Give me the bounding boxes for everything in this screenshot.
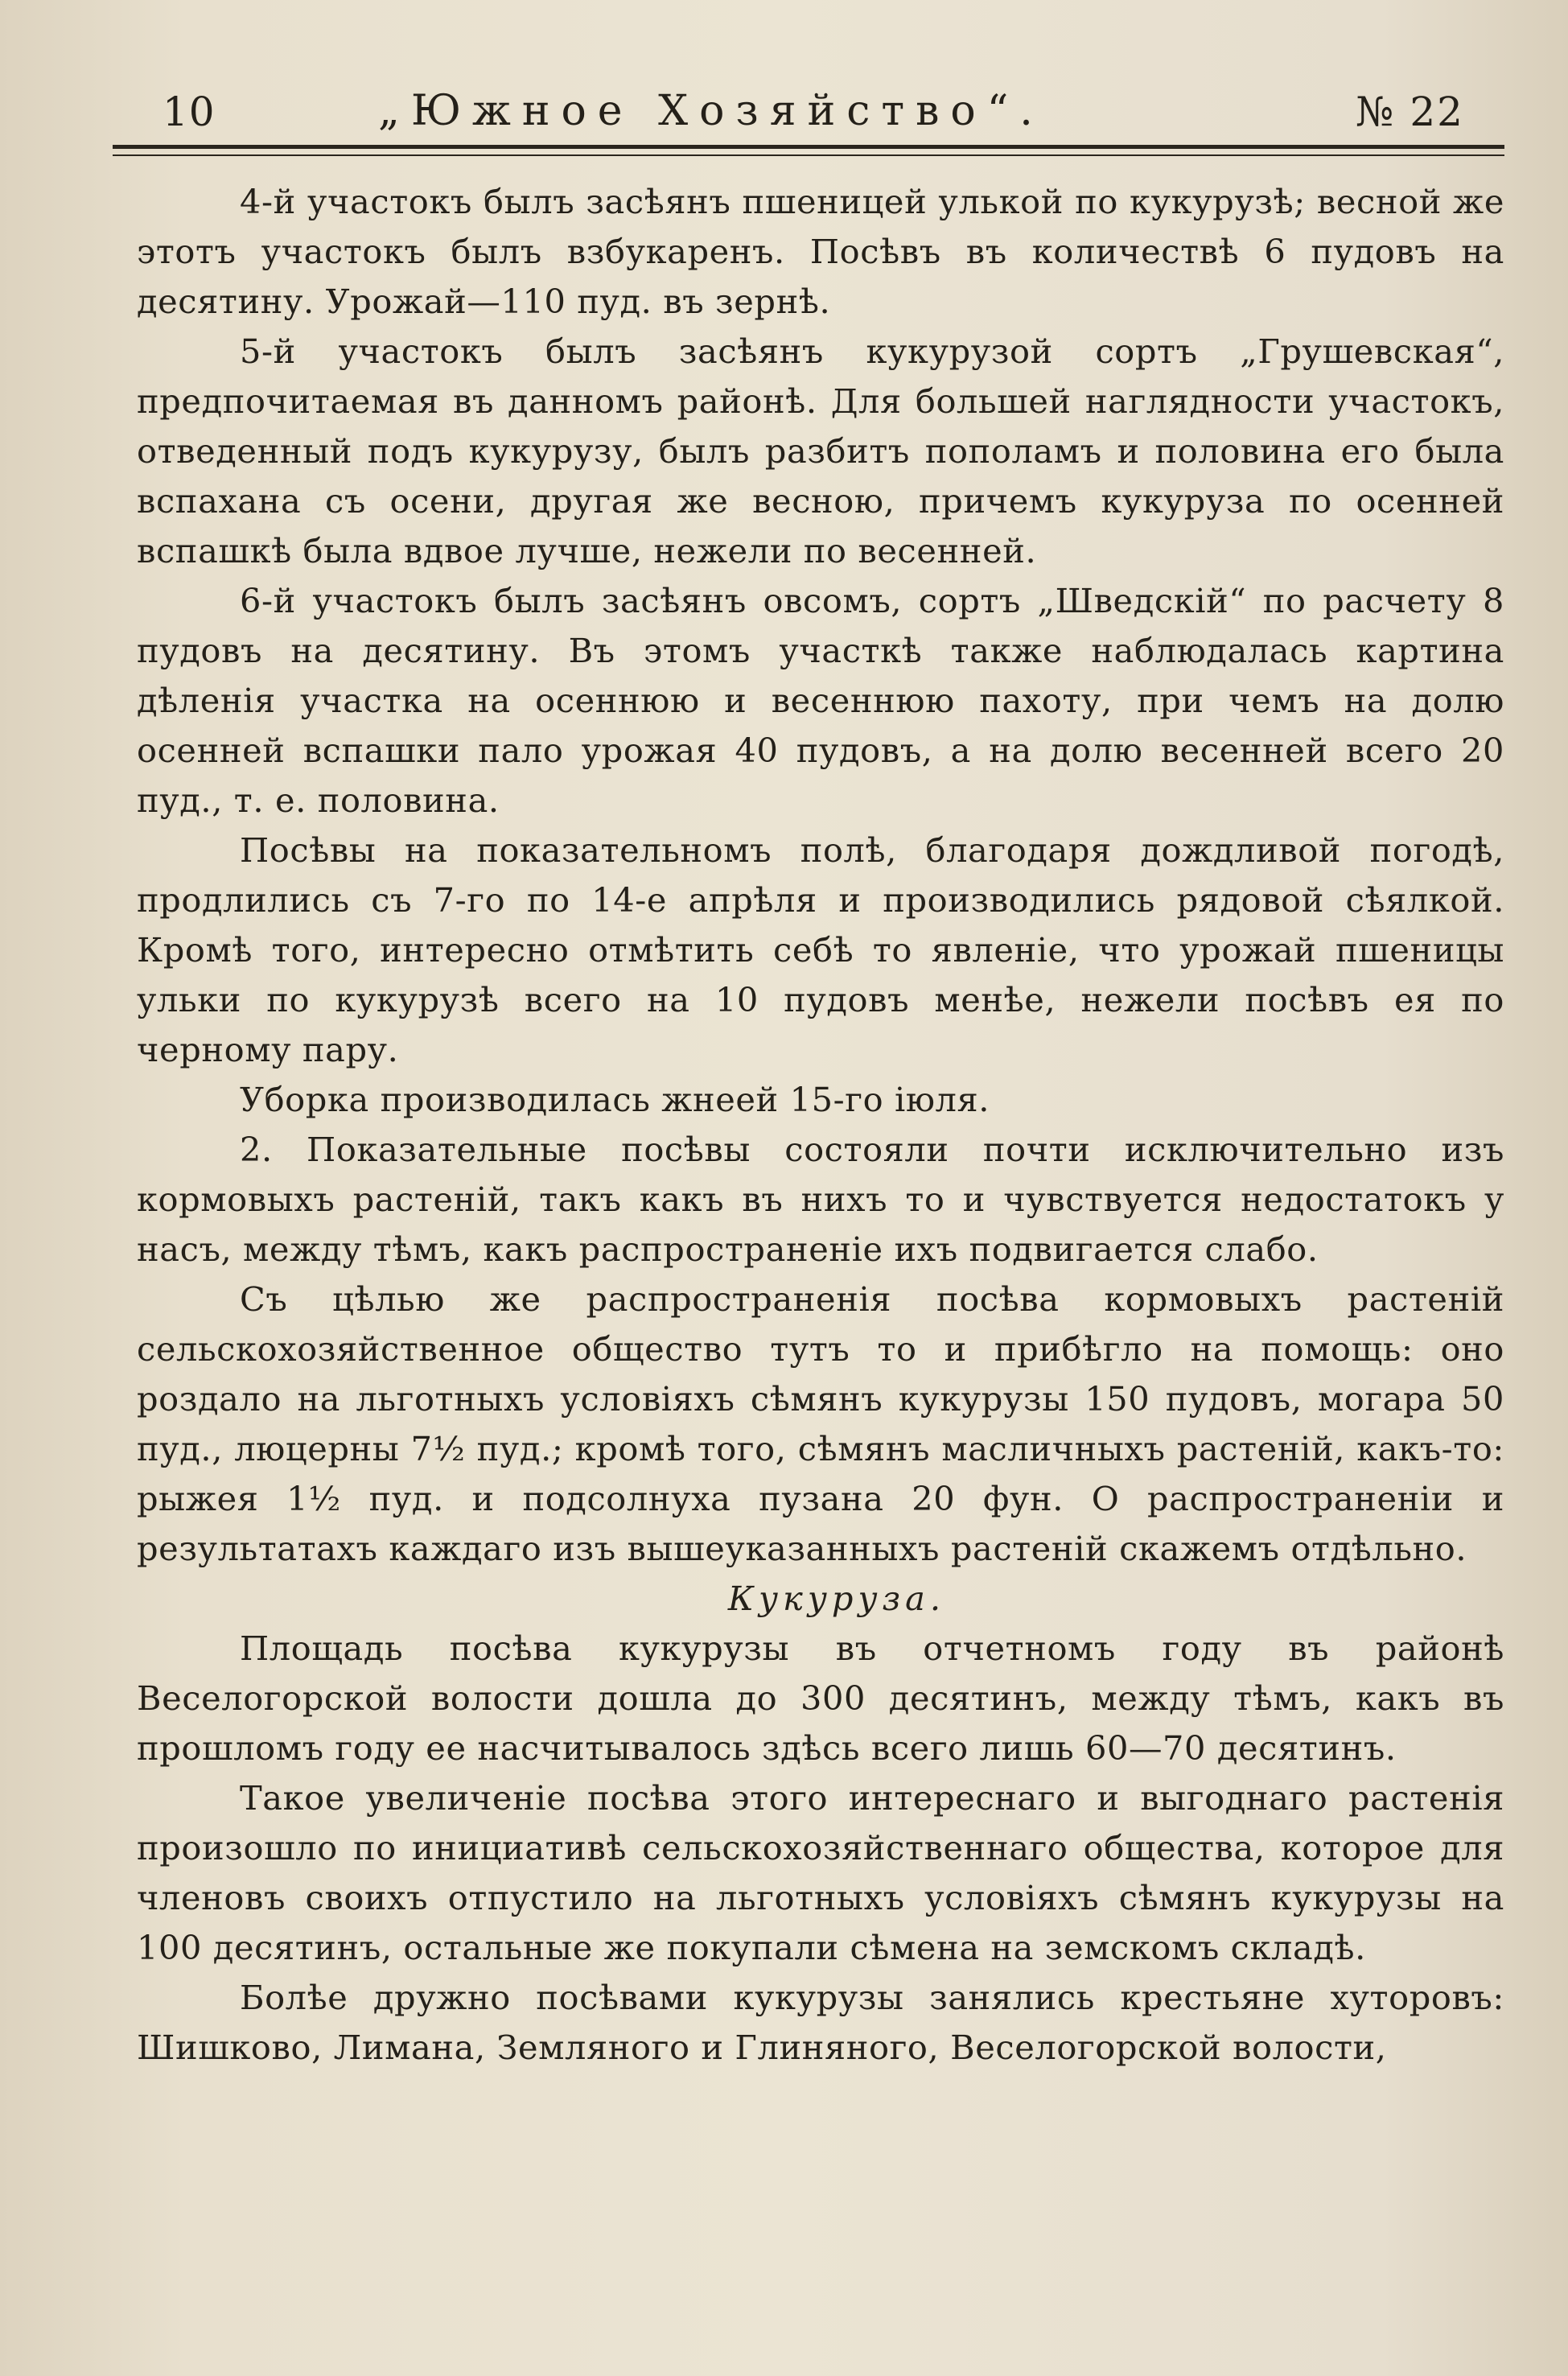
header-rule-thin — [113, 154, 1504, 156]
header-rule — [113, 145, 1504, 149]
journal-title: „Южное Хозяйство“. — [378, 87, 1044, 135]
paragraph-plot-4: 4-й участокъ былъ засѣянъ пшеницей улькой по кукурузѣ; весной же этотъ участокъ былъ взбукаренъ. Посѣвъ въ количествѣ 6 пудовъ на десятину. Урожай—110 пуд. въ зернѣ. — [137, 182, 1504, 321]
paragraph-corn-increase: Такое увеличеніе посѣва этого интереснаго и выгоднаго растенія произошло по инициативѣ сельскохозяйственнаго общества, которое для членовъ своихъ отпустило на льготныхъ условіяхъ сѣмянъ кукурузы на 100 десятинъ, остальные же покупали сѣмена на земскомъ складѣ. — [137, 1778, 1504, 1967]
issue-number: № 22 — [1356, 89, 1464, 135]
paragraph-plot-5: 5-й участокъ былъ засѣянъ кукурузой сортъ „Грушевская“, предпочитаемая въ данномъ районѣ. Для большей наглядности участокъ, отведенный подъ кукурузу, былъ разбитъ пополамъ и половина его была вспахана съ осени, другая же весною, причемъ кукуруза по осенней вспашкѣ была вдвое лучше, нежели по весенней. — [137, 331, 1504, 570]
running-header — [113, 80, 1464, 145]
paragraph-section-2: 2. Показательные посѣвы состояли почти исключительно изъ кормовыхъ растеній, такъ какъ въ нихъ то и чувствуется недостатокъ у насъ, между тѣмъ, какъ распространеніе ихъ подвигается слабо. — [137, 1130, 1504, 1269]
paragraph-harvest: Уборка производилась жнеей 15-го іюля. — [240, 1080, 990, 1119]
paragraph-corn-area: Площадь посѣва кукурузы въ отчетномъ году въ районѣ Веселогорской волости дошла до 300 десятинъ, между тѣмъ, какъ въ прошломъ году ее насчитывалось здѣсь всего лишь 60—70 десятинъ. — [137, 1629, 1504, 1768]
paragraph-sowing: Посѣвы на показательномъ полѣ, благодаря дождливой погодѣ, продлились съ 7-го по 14-е апрѣля и производились рядовой сѣялкой. Кромѣ того, интересно отмѣтить себѣ то явленіе, что урожай пшеницы ульки по кукурузѣ всего на 10 пудовъ менѣе, нежели посѣвъ ея по черному пару. — [137, 830, 1504, 1069]
section-heading-corn: Кукуруза. — [727, 1579, 946, 1618]
paragraph-plot-6: 6-й участокъ былъ засѣянъ овсомъ, сортъ „Шведскій“ по расчету 8 пудовъ на десятину. Въ этомъ участкѣ также наблюдалась картина дѣленія участка на осеннюю и весеннюю пахоту, при чемъ на долю осенней вспашки пало урожая 40 пудовъ, а на долю весенней всего 20 пуд., т. е. половина. — [137, 581, 1504, 820]
article-body — [137, 177, 1504, 2073]
paragraph-distribution: Съ цѣлью же распространенія посѣва кормовыхъ растеній сельскохозяйственное общество тутъ то и прибѣгло на помощь: оно роздало на льготныхъ условіяхъ сѣмянъ кукурузы 150 пудовъ, могара 50 пуд., люцерны 7½ пуд.; кромѣ того, сѣмянъ масличныхъ растеній, какъ-то: рыжея 1½ пуд. и подсолнуха пузана 20 фун. О распространеніи и результатахъ каждаго изъ вышеуказанныхъ растеній скажемъ отдѣльно. — [137, 1279, 1504, 1568]
page-number: 10 — [163, 89, 216, 135]
paragraph-corn-farmers: Болѣе дружно посѣвами кукурузы занялись крестьяне хуторовъ: Шишково, Лимана, Земляного и Глиняного, Веселогорской волости, — [137, 1978, 1504, 2067]
